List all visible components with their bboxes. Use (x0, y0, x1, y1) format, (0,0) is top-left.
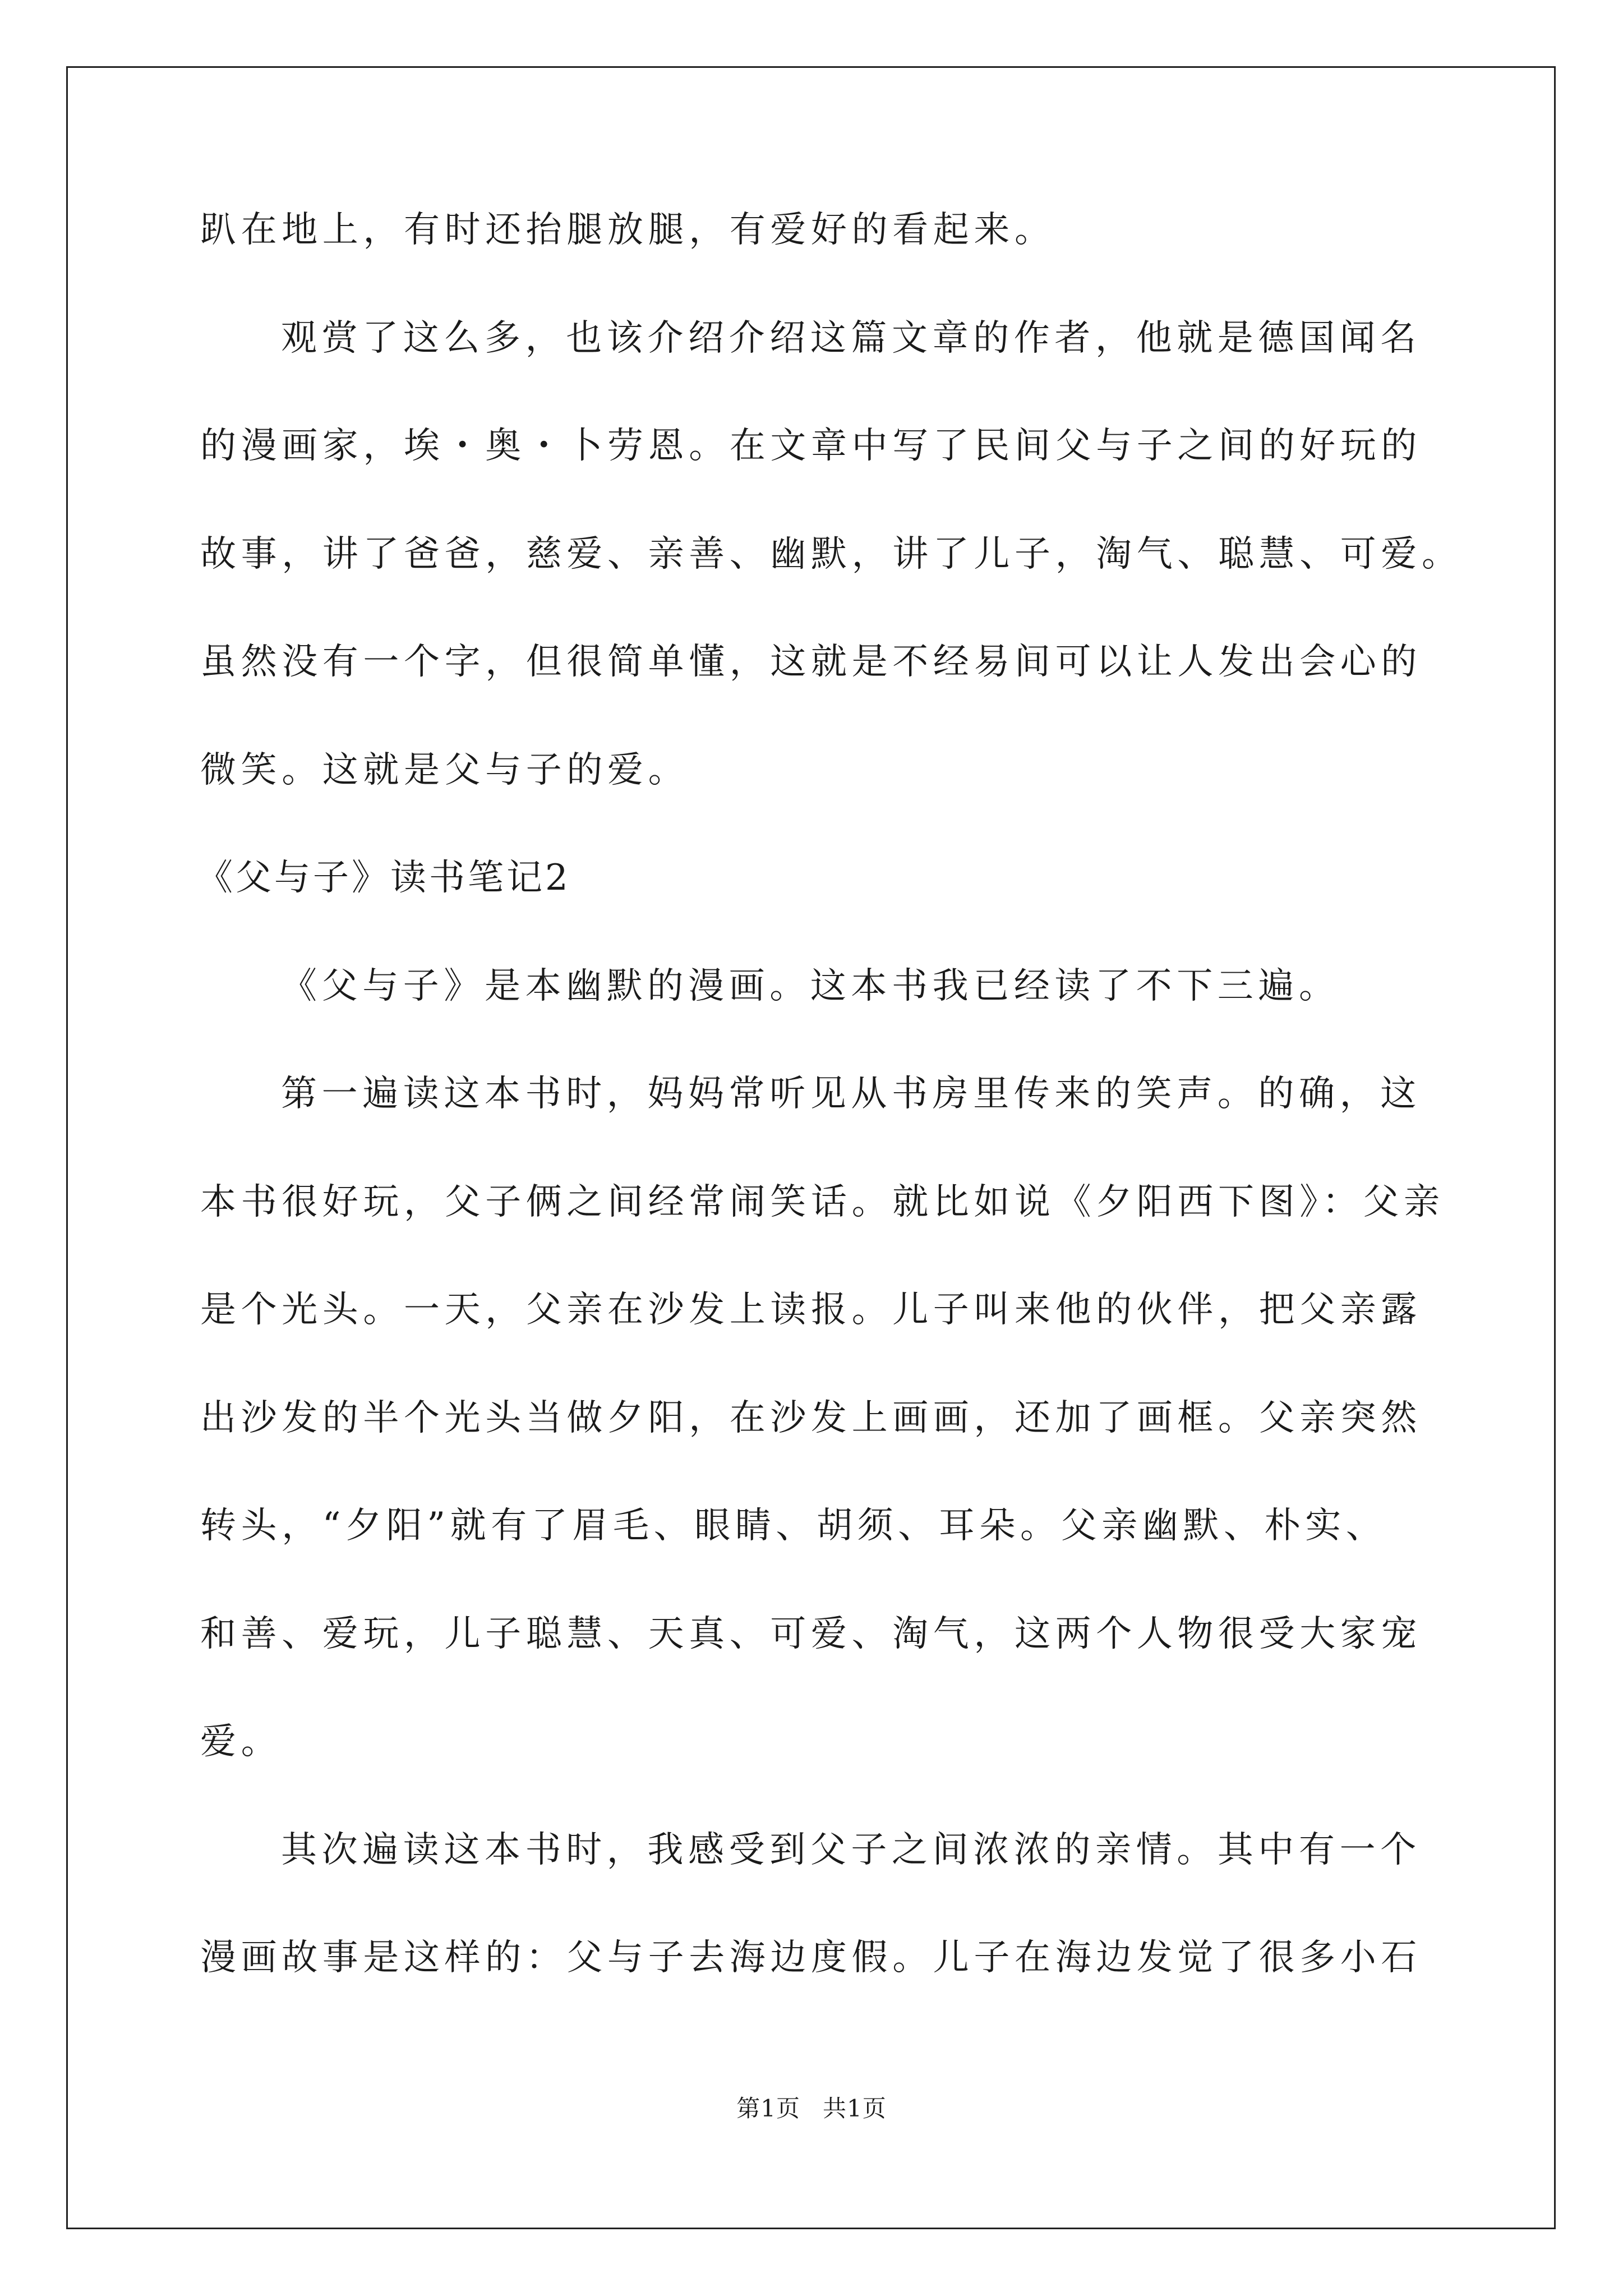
paragraph-line: 虽然没有一个字，但很简单懂，这就是不经易间可以让人发出会心的 (200, 641, 1422, 683)
page-border (66, 66, 1556, 2229)
paragraph-line: 其次遍读这本书时，我感受到父子之间浓浓的亲情。其中有一个 (281, 1829, 1421, 1871)
paragraph-line: 和善、爱玩，儿子聪慧、天真、可爱、淘气，这两个人物很受大家宠 (200, 1613, 1422, 1655)
paragraph-line: 观赏了这么多，也该介绍介绍这篇文章的作者，他就是德国闻名 (281, 318, 1421, 359)
page-total: 共1页 (823, 2095, 887, 2122)
page-footer (0, 2094, 1623, 2123)
paragraph-line: 趴在地上，有时还抬腿放腿，有爱好的看起来。 (200, 209, 1055, 251)
paragraph-line: 漫画故事是这样的：父与子去海边度假。儿子在海边发觉了很多小石 (200, 1937, 1422, 1978)
paragraph-line: 出沙发的半个光头当做夕阳，在沙发上画画，还加了画框。父亲突然 (200, 1397, 1422, 1439)
paragraph-line: 是个光头。一天，父亲在沙发上读报。儿子叫来他的伙伴，把父亲露 (200, 1289, 1422, 1331)
page-number: 第1页 (736, 2095, 800, 2122)
paragraph-line: 转头，“夕阳”就有了眉毛、眼睛、胡须、耳朵。父亲幽默、朴实、 (200, 1505, 1387, 1547)
section-heading: 《父与子》读书笔记2 (197, 857, 571, 899)
paragraph-line: 微笑。这就是父与子的爱。 (200, 749, 689, 791)
paragraph-line: 的漫画家，埃・奥・卜劳恩。在文章中写了民间父与子之间的好玩的 (200, 425, 1422, 467)
paragraph-line: 故事，讲了爸爸，慈爱、亲善、幽默，讲了儿子，淘气、聪慧、可爱。 (200, 533, 1463, 575)
paragraph-line: 第一遍读这本书时，妈妈常听见从书房里传来的笑声。的确，这 (281, 1073, 1421, 1115)
paragraph-line: 《父与子》是本幽默的漫画。这本书我已经读了不下三遍。 (281, 965, 1340, 1007)
paragraph-line: 本书很好玩，父子俩之间经常闹笑话。就比如说《夕阳西下图》：父亲 (200, 1181, 1445, 1223)
paragraph-line: 爱。 (200, 1721, 282, 1763)
